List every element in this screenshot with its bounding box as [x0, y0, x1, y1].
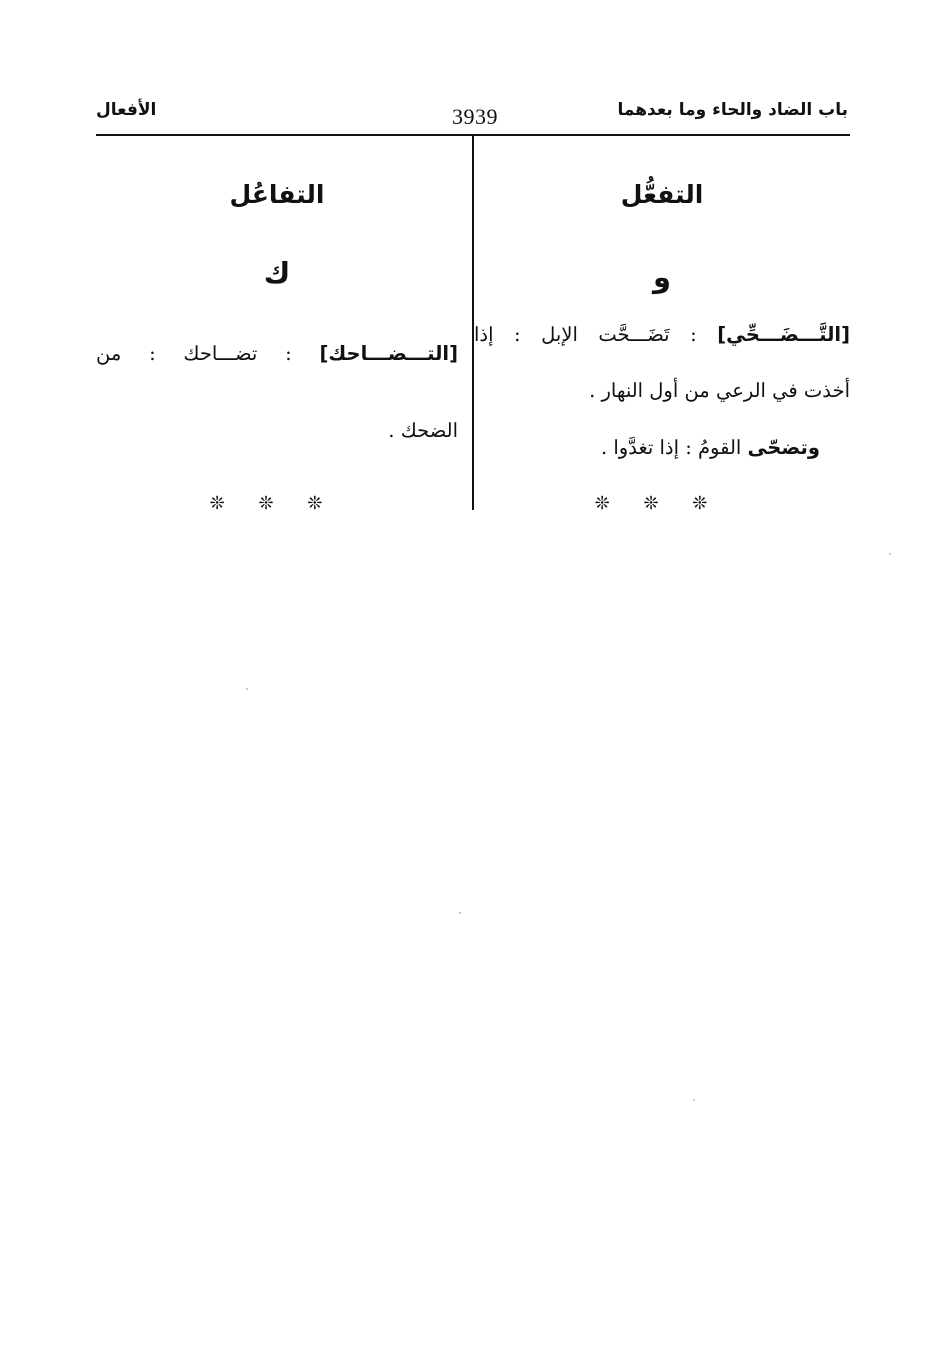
right-entry-line-3 — [601, 436, 820, 459]
left-entry-line-2: الضحك . — [388, 419, 458, 442]
right-entry-definition: : تَضَـــحَّت الإبل : إذا — [474, 323, 697, 346]
scan-speck — [889, 553, 891, 555]
running-head-section: الأفعال — [96, 100, 157, 120]
right-entry-subdefinition: القومُ : إذا تغدَّوا . — [600, 436, 742, 459]
left-entry-definition: : تضـــاحك : من — [96, 342, 292, 365]
running-head-chapter: باب الضاد والحاء وما بعدهما — [617, 100, 848, 120]
right-entry-subterm: وتضحّى — [747, 436, 820, 459]
left-section-separator: ❊ ❊ ❊ — [209, 493, 337, 514]
page-number: 3939 — [452, 104, 498, 129]
left-section-title: التفاعُل — [229, 180, 325, 209]
scan-speck — [246, 688, 248, 690]
left-entry-line-1 — [96, 342, 458, 365]
right-entry-term: [التَّـــضَـــحِّي] — [717, 323, 850, 346]
left-entry-term: [التـــضـــاحك] — [319, 342, 458, 365]
scan-speck — [693, 1099, 695, 1101]
right-letter-heading: و — [652, 260, 672, 294]
right-entry-line-1 — [474, 323, 850, 346]
scan-speck — [459, 912, 461, 914]
right-section-separator: ❊ ❊ ❊ — [594, 493, 722, 514]
right-section-title: التفعُّل — [620, 180, 704, 209]
left-letter-heading: ك — [263, 256, 291, 290]
right-entry-line-2: أخذت في الرعي من أول النهار . — [589, 379, 850, 402]
